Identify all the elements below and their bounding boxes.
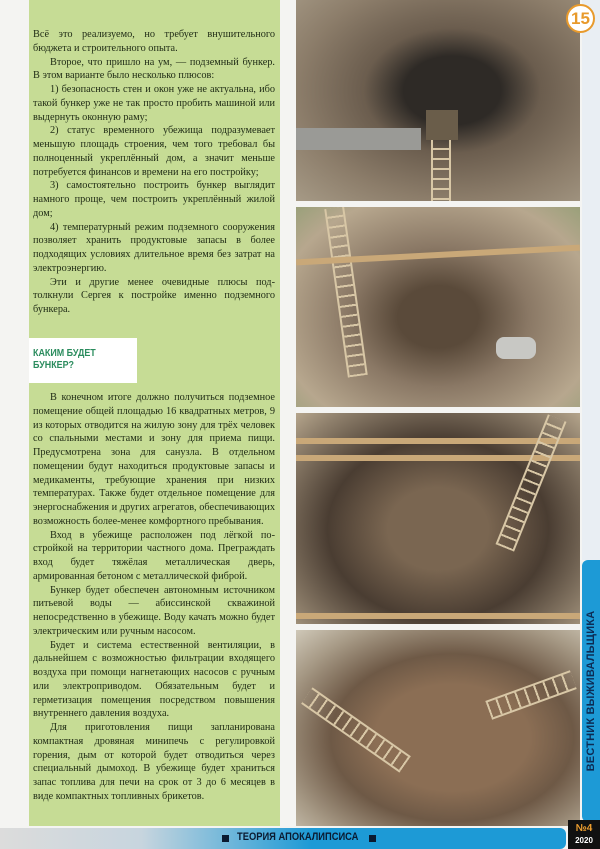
ladder (496, 414, 567, 551)
footer-section-title: ТЕОРИЯ АПОКАЛИПСИСА (237, 831, 359, 843)
article-body-top (33, 28, 275, 317)
paragraph: Всё это реализуемо, но требует внушительного бюджета и строительного опыта. (33, 29, 275, 54)
footer-bar (0, 828, 566, 849)
square-bullet-icon (369, 835, 376, 842)
wooden-box (426, 110, 458, 140)
ladder (485, 670, 576, 720)
paragraph: 4) температурный режим подземного сооружения позволяет хранить продуктовые запасы в более подходящих условиях длительное время без затрат на электроэнергию. (33, 221, 275, 274)
paragraph: 3) самостоятельно построить бункер выглядит намного проще, чем построить укреплённый жилой дом; (33, 180, 275, 219)
paragraph: Вход в убежище расположен под лёгкой постройкой на территории частного дома. Преграждать вход будет тяжёлая металлическая дверь, армированная бетоном с металлической фиброй. (33, 529, 275, 582)
article-body-bottom (33, 391, 275, 804)
paragraph: Бункер будет обеспечен автономным источником питьевой воды — абиссинской скважиной непосредственно в убежище. Воду качать можно будет электрическим или ручным насосом. (33, 584, 275, 637)
paragraph: В конечном итоге должно получиться подземное помещение общей площадью 16 квадратных метров, 9 из которых отводится на жилую зону для трёх человек со спальными местами и зону для приема пищи. Предусмотрена зона для санузла. В отдельном помещении будут находиться продуктовые запасы и медикаменты, требующие хранения при низких температурах. Также будет отдельное помещение для энергоснабжения и других агрегатов, обеспечивающих возможность более-менее комфортного пребывания. (33, 392, 275, 527)
square-bullet-icon (222, 835, 229, 842)
photo-pit-with-planks (296, 413, 580, 624)
photo-bunker-pit-entrance (296, 0, 580, 201)
side-tab (582, 560, 600, 822)
photo-pit-from-above (296, 630, 580, 826)
page-number-badge: 15 (566, 4, 595, 33)
plank (296, 613, 580, 619)
paragraph: 1) безопасность стен и окон уже не актуальна, ибо такой бункер уже не так просто пробить машиной или выдернуть оконную раму; (33, 84, 275, 123)
issue-number: №4 (575, 823, 593, 834)
magazine-title: ВЕСТНИК ВЫЖИВАЛЬЩИКА (585, 610, 597, 772)
concrete-slab (296, 128, 421, 150)
paragraph: 2) статус временного убежища подразумевает меньшую площадь строения, чем того требовал бы полноценный укреплённый дом, а значит меньше потребуется финансов и времени на его постройку; (33, 125, 275, 178)
ladder (431, 140, 451, 201)
section-heading-box (29, 338, 137, 383)
issue-badge (568, 820, 600, 849)
paragraph: Для приготовления пищи запланирована компактная дровяная минипечь с регулировкой горения, дым от которой будет отводиться через специальный дымоход. В убежище будет храниться запас топлива для печи на срок от 3 до 6 месяцев в виде компактных топливных брикетов. (33, 722, 275, 802)
section-heading: КАКИМ БУДЕТ БУНКЕР? (33, 347, 96, 371)
side-margin (582, 0, 600, 560)
ladder (301, 687, 411, 772)
issue-year: 2020 (575, 836, 593, 845)
wheelbarrow (496, 337, 536, 359)
photo-excavated-pit (296, 207, 580, 407)
paragraph: Второе, что пришло на ум, — подземный бункер. В этом варианте было несколько плюсов: (33, 56, 275, 82)
paragraph: Будет и система естественной вентиляции, в дальнейшем с возможностью фильтрации входящего воздуха при помощи нагнетающих насосов с ручным или электроприводом. Обязательным будет и герметизация помещения посредством повышения внутреннего давления воздуха. (33, 639, 275, 720)
ladder (324, 207, 367, 378)
paragraph: Эти и другие менее очевидные плюсы подтолкнули Сергея к постройке именно подземного бункера. (33, 276, 275, 315)
